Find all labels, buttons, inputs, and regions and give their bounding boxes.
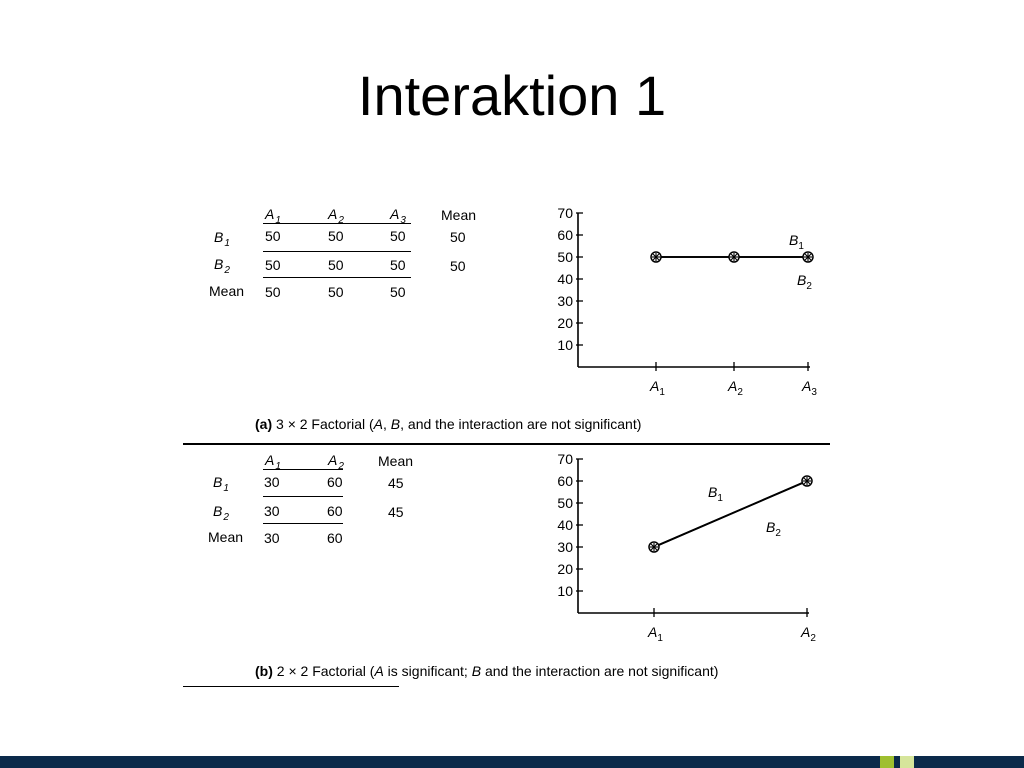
y-tick-label: 40 bbox=[557, 271, 573, 287]
panel-a-cell: 50 bbox=[265, 257, 281, 273]
panel-a-row-label-mean: Mean bbox=[209, 283, 245, 299]
panel-b-cell: 30 bbox=[264, 474, 280, 490]
panel-b-cell: 60 bbox=[327, 503, 343, 519]
bottom-rule bbox=[183, 686, 399, 687]
footer-accent-square bbox=[900, 756, 914, 768]
y-tick-label: 60 bbox=[557, 473, 573, 489]
panel-b-cell: 45 bbox=[388, 475, 404, 491]
panel-b-cell: 30 bbox=[264, 503, 280, 519]
panel-a-col-header-3: $A_3$ bbox=[390, 206, 406, 226]
footer-bar bbox=[0, 756, 1024, 768]
panel-a-cell: 50 bbox=[390, 284, 406, 300]
panel-a-cell: 50 bbox=[265, 284, 281, 300]
y-tick-label: 20 bbox=[557, 315, 573, 331]
panel-b-row-label-b1: $B_1$ bbox=[213, 474, 229, 494]
panel-b-cell: 60 bbox=[327, 474, 343, 490]
panel-b-cell: 30 bbox=[264, 530, 280, 546]
y-tick-label: 70 bbox=[557, 205, 573, 221]
x-tick-label: $A_2$ bbox=[801, 624, 816, 644]
x-tick-label: $A_1$ bbox=[650, 378, 665, 398]
series-label-b2: $B_2$ bbox=[797, 272, 812, 292]
panel-a-cell: 50 bbox=[328, 257, 344, 273]
x-tick-label: $A_3$ bbox=[802, 378, 817, 398]
panel-a-row-label-b2: $B_2$ bbox=[214, 256, 230, 276]
panel-b-col-header-2: $A_2$ bbox=[328, 452, 344, 472]
panel-b-cell: 60 bbox=[327, 530, 343, 546]
panel-b-caption: (b) 2 × 2 Factorial (A is significant; B and the interaction are not significant) bbox=[255, 663, 719, 679]
y-tick-label: 10 bbox=[557, 337, 573, 353]
y-tick-label: 20 bbox=[557, 561, 573, 577]
y-tick-label: 10 bbox=[557, 583, 573, 599]
series-line-b2 bbox=[654, 481, 807, 547]
panel-a-cell: 50 bbox=[265, 228, 281, 244]
panel-b-col-header-1: $A_1$ bbox=[265, 452, 281, 472]
panel-a-cell: 50 bbox=[390, 257, 406, 273]
panel-a-row-label-b1: $B_1$ bbox=[214, 229, 230, 249]
y-tick-label: 30 bbox=[557, 293, 573, 309]
y-tick-label: 70 bbox=[557, 451, 573, 467]
slide-title: Interaktion 1 bbox=[357, 64, 667, 127]
panel-a-col-header-2: $A_2$ bbox=[328, 206, 344, 226]
panel-b-col-header-mean: Mean bbox=[378, 453, 414, 469]
series-label-b1: $B_1$ bbox=[789, 232, 804, 252]
panel-a-cell: 50 bbox=[450, 229, 466, 245]
y-tick-label: 40 bbox=[557, 517, 573, 533]
y-tick-label: 30 bbox=[557, 539, 573, 555]
panel-a-caption: (a) 3 × 2 Factorial (A, B, and the interaction are not significant) bbox=[255, 416, 642, 432]
panel-a-cell: 50 bbox=[328, 284, 344, 300]
x-tick-label: $A_2$ bbox=[728, 378, 743, 398]
panel-b-row-label-mean: Mean bbox=[208, 529, 244, 545]
data-point-marker bbox=[649, 542, 659, 552]
panel-b-row-label-b2: $B_2$ bbox=[213, 503, 229, 523]
panel-a-cell: 50 bbox=[450, 258, 466, 274]
series-label-b1: $B_1$ bbox=[708, 484, 723, 504]
y-tick-label: 50 bbox=[557, 249, 573, 265]
panel-a-col-header-mean: Mean bbox=[441, 207, 477, 223]
panel-a-col-header-1: $A_1$ bbox=[265, 206, 281, 226]
series-label-b2: $B_2$ bbox=[766, 519, 781, 539]
x-tick-label: $A_1$ bbox=[648, 624, 663, 644]
y-tick-label: 50 bbox=[557, 495, 573, 511]
y-tick-label: 60 bbox=[557, 227, 573, 243]
footer-accent-square bbox=[880, 756, 894, 768]
panel-a-cell: 50 bbox=[328, 228, 344, 244]
data-point-marker bbox=[802, 476, 812, 486]
panel-b-cell: 45 bbox=[388, 504, 404, 520]
panel-a-cell: 50 bbox=[390, 228, 406, 244]
